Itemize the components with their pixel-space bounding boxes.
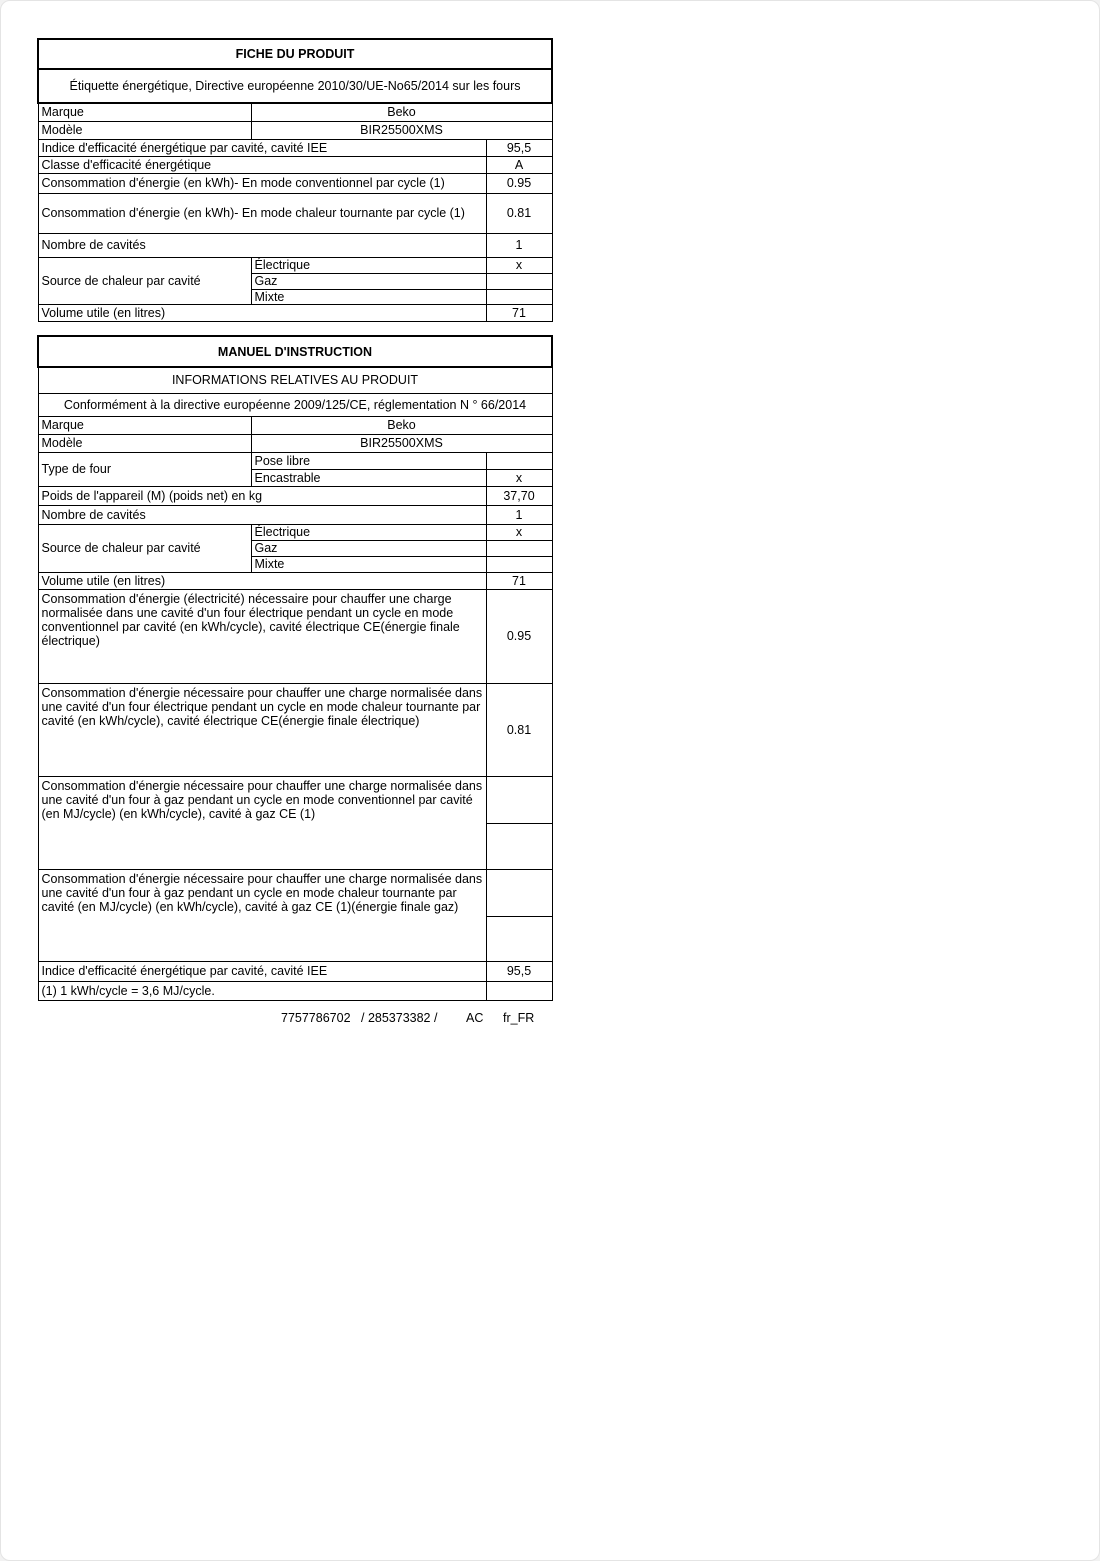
iee-value: 95,5 — [486, 139, 552, 156]
manuel-instruction-table — [37, 335, 553, 1001]
heat-mixed-label: Mixte — [251, 556, 486, 572]
heat-mixed-value — [486, 556, 552, 572]
heat-electric-label: Électrique — [251, 257, 486, 273]
cavities-label: Nombre de cavités — [38, 505, 486, 524]
gas-fan-label: Consommation d'énergie nécessaire pour chauffer une charge normalisée dans une cavité d'un four à gaz pendant un cycle en mode chaleur tournante par cavité (en MJ/cycle) (en kWh/cycle), cavité à gaz CE (1)(énergie finale gaz) — [38, 869, 486, 961]
manuel-subtitle: INFORMATIONS RELATIVES AU PRODUIT — [38, 367, 552, 393]
brand-label: Marque — [38, 103, 251, 121]
model-value: BIR25500XMS — [251, 121, 552, 139]
type-builtin-value: x — [486, 469, 552, 486]
gas-fan-kwh-value — [486, 916, 552, 961]
class-value: A — [486, 156, 552, 173]
class-label: Classe d'efficacité énergétique — [38, 156, 486, 173]
electric-conventional-value: 0.95 — [486, 589, 552, 683]
gas-conventional-label: Consommation d'énergie nécessaire pour chauffer une charge normalisée dans une cavité d'un four à gaz pendant un cycle en mode conventionnel par cavité (en MJ/cycle) (en kWh/cycle), cavité à gaz CE (1) — [38, 776, 486, 869]
iee-label: Indice d'efficacité énergétique par cavité, cavité IEE — [38, 139, 486, 156]
heat-gas-label: Gaz — [251, 273, 486, 289]
brand-value: Beko — [251, 416, 552, 434]
electric-conventional-label: Consommation d'énergie (électricité) nécessaire pour chauffer une charge normalisée dans une cavité d'un four électrique pendant un cycle en mode conventionnel par cavité (en kWh/cycle), cavité électrique CE(énergie finale électrique) — [38, 589, 486, 683]
fiche-produit-table — [37, 38, 553, 322]
fan-value: 0.81 — [486, 193, 552, 233]
weight-value: 37,70 — [486, 486, 552, 505]
volume-label: Volume utile (en litres) — [38, 572, 486, 589]
conv-label: Consommation d'énergie (en kWh)- En mode conventionnel par cycle (1) — [38, 173, 486, 193]
footnote: (1) 1 kWh/cycle = 3,6 MJ/cycle. — [38, 981, 486, 1000]
heat-label: Source de chaleur par cavité — [38, 524, 251, 572]
gas-conventional-kwh-value — [486, 823, 552, 869]
volume-value: 71 — [486, 572, 552, 589]
heat-gas-value — [486, 273, 552, 289]
heat-mixed-label: Mixte — [251, 289, 486, 304]
type-free-value — [486, 452, 552, 469]
fiche-title: FICHE DU PRODUIT — [38, 39, 552, 69]
fan-label: Consommation d'énergie (en kWh)- En mode chaleur tournante par cycle (1) — [38, 193, 486, 233]
heat-gas-label: Gaz — [251, 540, 486, 556]
iee-value: 95,5 — [486, 961, 552, 981]
footer-language: fr_FR — [503, 1011, 535, 1025]
brand-label: Marque — [38, 416, 251, 434]
weight-label: Poids de l'appareil (M) (poids net) en kg — [38, 486, 486, 505]
model-value: BIR25500XMS — [251, 434, 552, 452]
model-label: Modèle — [38, 121, 251, 139]
gas-fan-mj-value — [486, 869, 552, 916]
heat-electric-value: x — [486, 524, 552, 540]
heat-electric-value: x — [486, 257, 552, 273]
gas-conventional-mj-value — [486, 776, 552, 823]
footer-code-2: / 285373382 / — [361, 1011, 438, 1025]
type-free-label: Pose libre — [251, 452, 486, 469]
footnote-value — [486, 981, 552, 1000]
model-label: Modèle — [38, 434, 251, 452]
footer-code-3: AC — [466, 1011, 484, 1025]
electric-fan-value: 0.81 — [486, 683, 552, 776]
conv-value: 0.95 — [486, 173, 552, 193]
volume-value: 71 — [486, 304, 552, 321]
cavities-value: 1 — [486, 505, 552, 524]
oven-type-label: Type de four — [38, 452, 251, 486]
volume-label: Volume utile (en litres) — [38, 304, 486, 321]
iee-label: Indice d'efficacité énergétique par cavité, cavité IEE — [38, 961, 486, 981]
brand-value: Beko — [251, 103, 552, 121]
heat-mixed-value — [486, 289, 552, 304]
type-builtin-label: Encastrable — [251, 469, 486, 486]
heat-gas-value — [486, 540, 552, 556]
footer-code-1: 7757786702 — [281, 1011, 351, 1025]
cavities-value: 1 — [486, 233, 552, 257]
heat-electric-label: Électrique — [251, 524, 486, 540]
fiche-subtitle: Étiquette énergétique, Directive européenne 2010/30/UE-No65/2014 sur les fours — [38, 69, 552, 103]
cavities-label: Nombre de cavités — [38, 233, 486, 257]
manuel-title: MANUEL D'INSTRUCTION — [38, 336, 552, 367]
manuel-directive: Conformément à la directive européenne 2009/125/CE, réglementation N ° 66/2014 — [38, 393, 552, 416]
electric-fan-label: Consommation d'énergie nécessaire pour chauffer une charge normalisée dans une cavité d'un four électrique pendant un cycle en mode chaleur tournante par cavité (en kWh/cycle), cavité électrique CE(énergie finale électrique) — [38, 683, 486, 776]
heat-label: Source de chaleur par cavité — [38, 257, 251, 304]
